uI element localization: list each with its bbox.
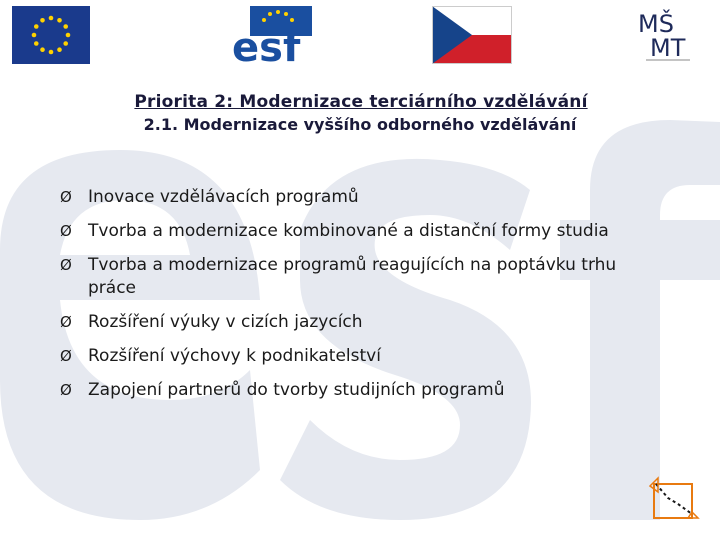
eu-star-icon — [40, 18, 45, 23]
msmt-logo-top: MŠ — [638, 10, 674, 38]
bullet-list — [60, 186, 660, 413]
eu-star-icon — [57, 18, 62, 23]
list-item-text: Tvorba a modernizace kombinované a distanční formy studia — [88, 221, 609, 241]
list-item — [60, 379, 660, 402]
eu-star-icon — [34, 24, 39, 29]
eu-star-icon — [49, 16, 54, 21]
list-item-text: Zapojení partnerů do tvorby studijních programů — [88, 380, 505, 400]
eu-star-icon — [57, 47, 62, 52]
bullet-arrow-icon: Ø — [60, 222, 72, 240]
slide-title — [0, 91, 720, 137]
eu-star-icon — [63, 24, 68, 29]
bullet-arrow-icon: Ø — [60, 381, 72, 399]
list-item — [60, 186, 660, 209]
msmt-logo-bottom: MT — [650, 34, 686, 62]
esf-logo-icon — [230, 6, 312, 64]
esf-logo-text: esf — [232, 25, 301, 64]
eu-star-icon — [63, 41, 68, 46]
eu-star-icon — [40, 47, 45, 52]
list-item — [60, 311, 660, 334]
list-item-text: Rozšíření výuky v cizích jazycích — [88, 312, 363, 332]
eu-star-icon — [32, 33, 37, 38]
bullet-arrow-icon: Ø — [60, 256, 72, 274]
slide-navigation-icon[interactable] — [648, 474, 700, 522]
list-item — [60, 345, 660, 368]
czech-flag-icon — [432, 6, 512, 64]
measure-subtitle: 2.1. Modernizace vyššího odborného vzdělávání — [143, 115, 577, 134]
list-item — [60, 220, 660, 243]
list-item-text: Inovace vzdělávacích programů — [88, 187, 359, 207]
eu-star-icon — [34, 41, 39, 46]
list-item — [60, 254, 660, 300]
bullet-arrow-icon: Ø — [60, 347, 72, 365]
eu-star-icon — [66, 33, 71, 38]
bullet-arrow-icon: Ø — [60, 188, 72, 206]
priority-title: Priorita 2: Modernizace terciárního vzdělávání — [134, 92, 588, 112]
eu-star-icon — [49, 50, 54, 55]
eu-flag-icon — [12, 6, 90, 64]
list-item-text: Rozšíření výchovy k podnikatelství — [88, 346, 381, 366]
bullet-arrow-icon: Ø — [60, 313, 72, 331]
msmt-logo-icon — [630, 6, 706, 66]
list-item-text: Tvorba a modernizace programů reagujících na poptávku trhu práce — [88, 255, 617, 298]
